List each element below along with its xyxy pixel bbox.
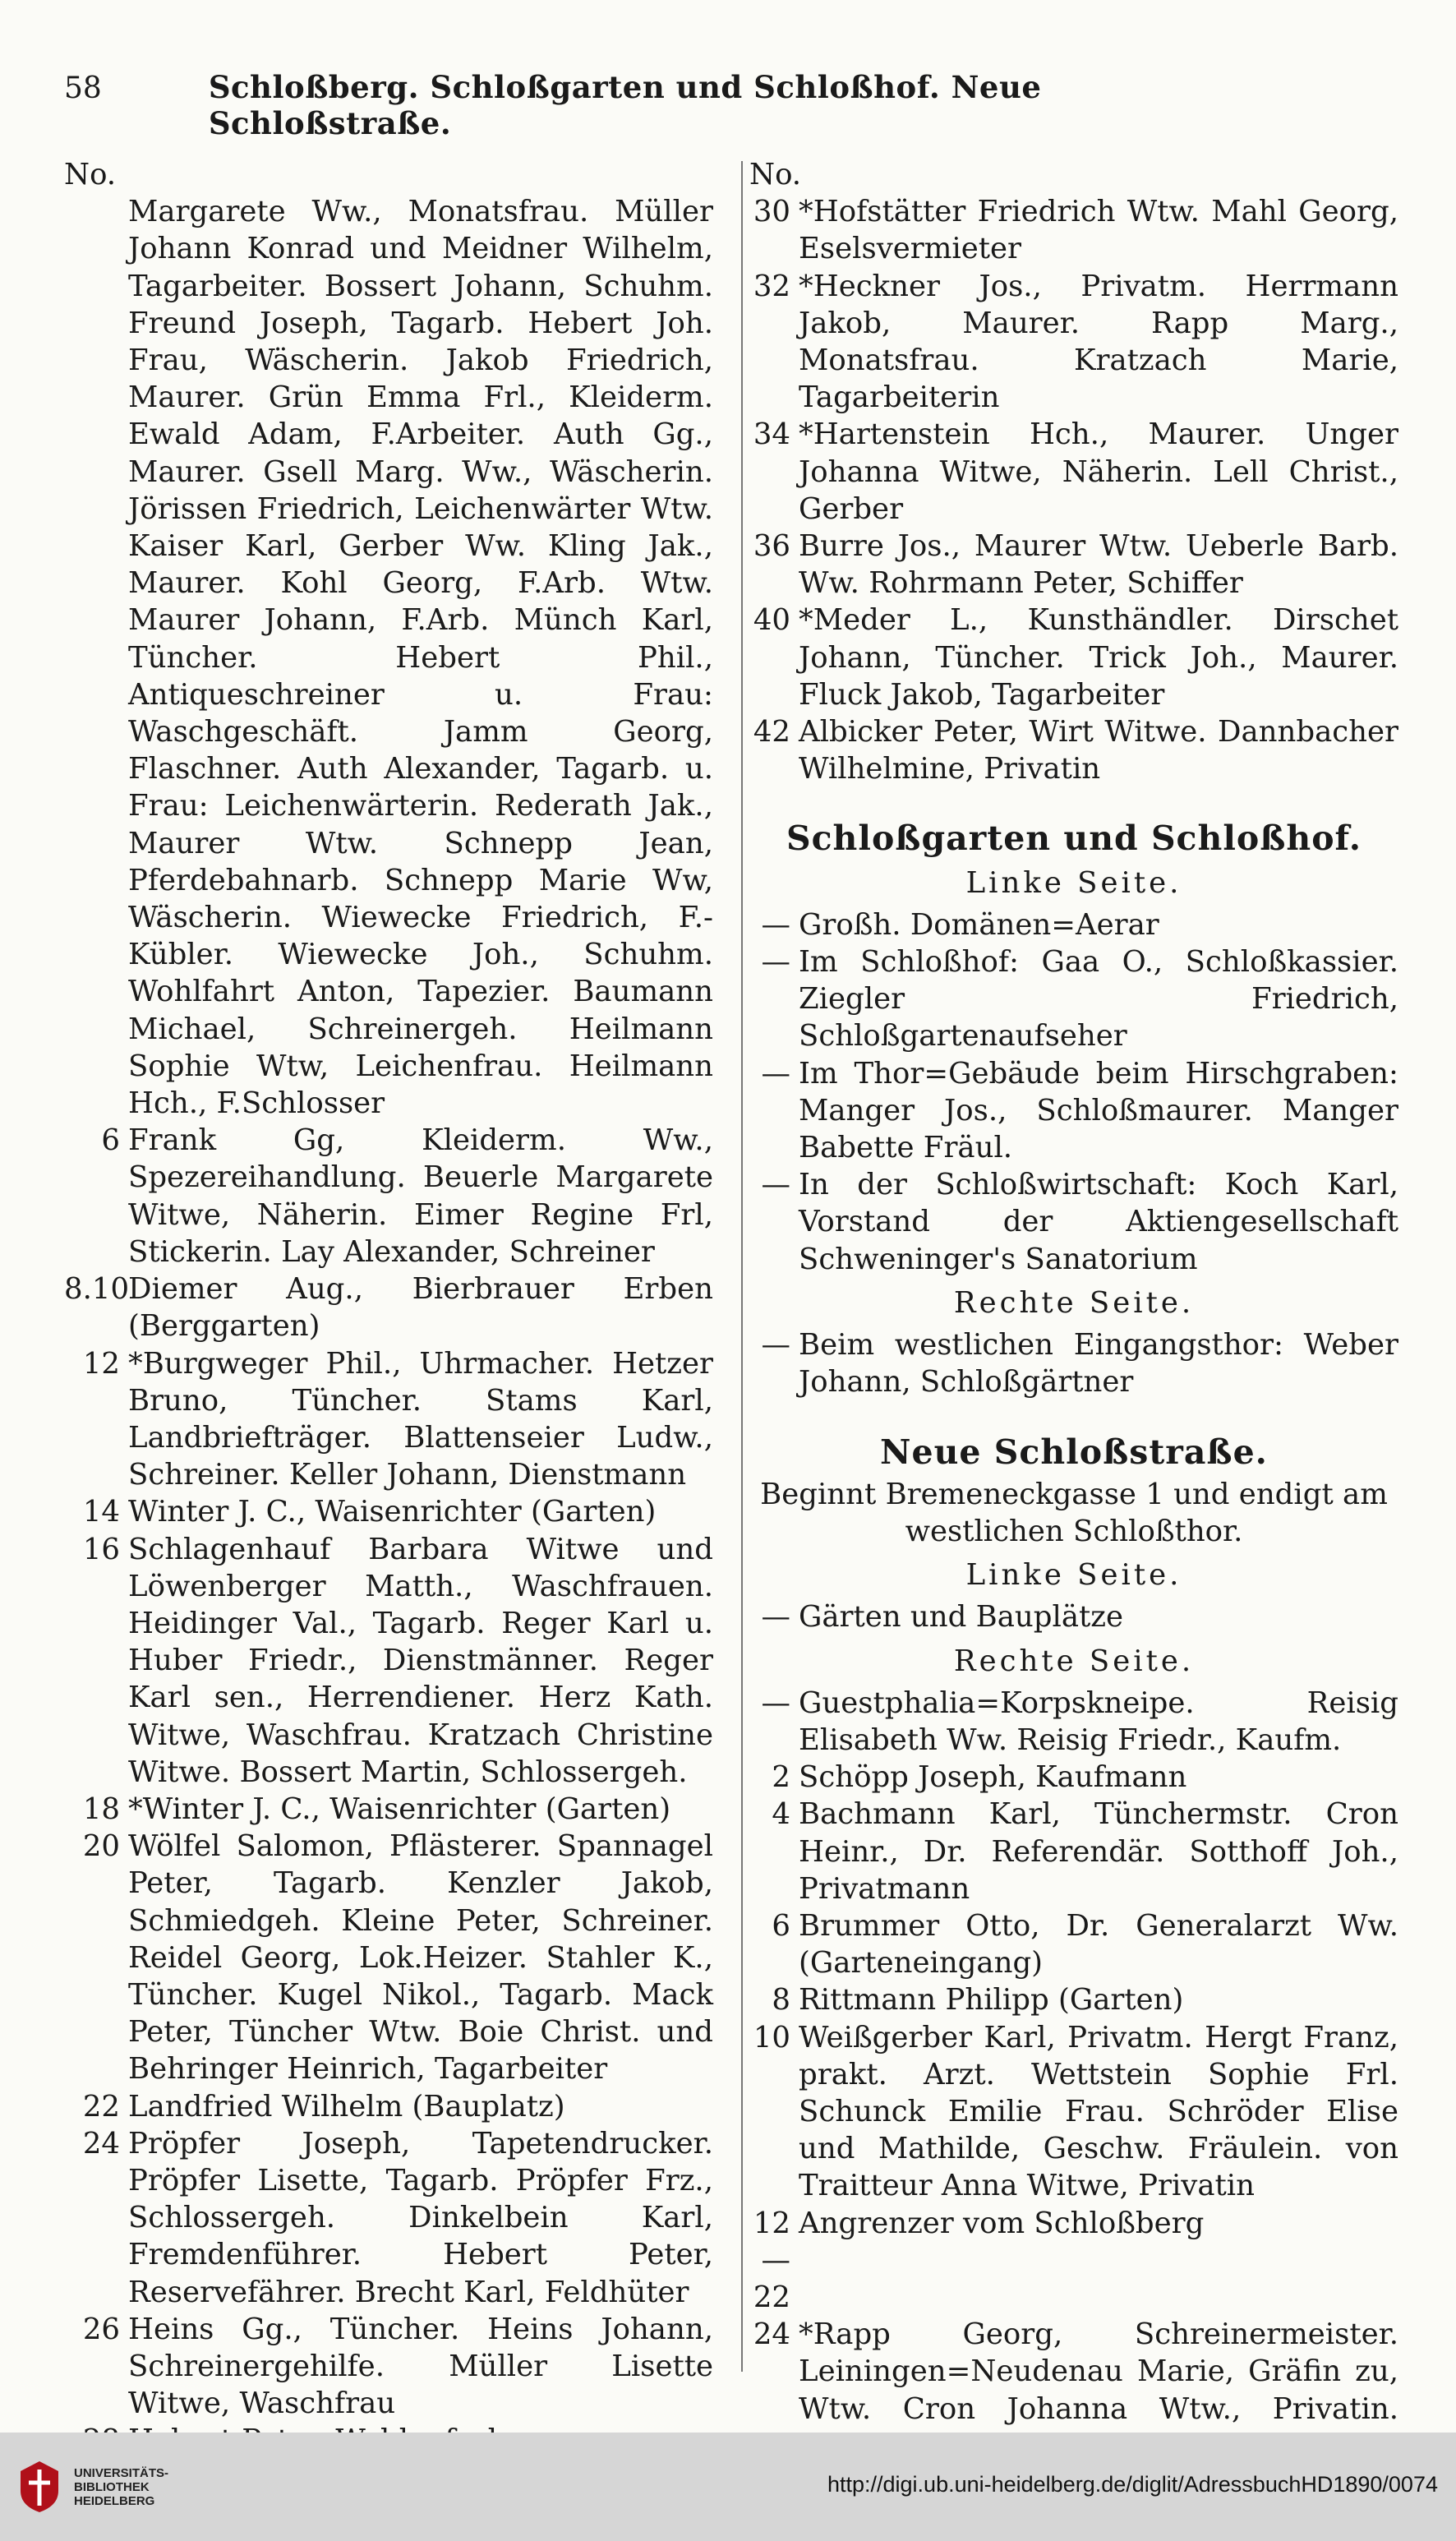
house-number: —	[761, 1168, 790, 1202]
directory-entry	[64, 1828, 713, 2087]
resident-list: Winter J. C., Waisenrichter (Garten)	[128, 1495, 657, 1529]
resident-list: Im Thor=Gebäude beim Hirschgraben: Manger Jos., Schloßmaurer. Manger Babette Fräul.	[799, 1056, 1398, 1165]
directory-entry	[64, 1345, 713, 1494]
directory-entry	[749, 1981, 1398, 2018]
running-title: Schloßberg. Schloßgarten und Schloßhof. Neue Schloßstraße.	[208, 69, 1042, 141]
resident-list: Großh. Domänen=Aerar	[799, 907, 1159, 942]
house-number: —	[761, 1056, 790, 1091]
resident-list: Gärten und Bauplätze	[799, 1600, 1123, 1635]
page-number: 58	[64, 71, 102, 105]
left-column	[64, 156, 713, 2460]
resident-list: Pröpfer Joseph, Tapetendrucker. Pröpfer Lisette, Tagarb. Pröpfer Frz., Schlossergeh. Dinkelbein Karl, Fremdenführer. Hebert Peter, Reservefährer. Brecht Karl, Feldhüter	[128, 2126, 713, 2309]
resident-list: *Burgweger Phil., Uhrmacher. Hetzer Bruno, Tüncher. Stams Karl, Landbriefträger. Blattenseier Ludw., Schreiner. Keller Johann, Dienstmann	[128, 1346, 713, 1492]
library-logo	[15, 2457, 168, 2516]
resident-list: *Hartenstein Hch., Maurer. Unger Johanna Witwe, Näherin. Lell Christ., Gerber	[799, 417, 1398, 526]
right-column	[749, 156, 1398, 2465]
house-number: 30	[753, 195, 790, 229]
resident-list: Im Schloßhof: Gaa O., Schloßkassier. Ziegler Friedrich, Schloßgartenaufseher	[799, 945, 1398, 1054]
directory-entry	[64, 2088, 713, 2125]
resident-list: Burre Jos., Maurer Wtw. Ueberle Barb. Ww. Rohrmann Peter, Schiffer	[799, 529, 1398, 601]
house-number: 2	[772, 1760, 790, 1795]
section-title: Schloßgarten und Schloßhof.	[786, 819, 1362, 859]
directory-entry	[749, 906, 1398, 943]
directory-entry	[64, 193, 713, 1122]
house-number: 10	[753, 2020, 790, 2054]
house-number: 18	[82, 1792, 120, 1826]
directory-entry	[64, 1493, 713, 1530]
house-number: 20	[82, 1829, 120, 1864]
directory-entry	[749, 193, 1398, 267]
house-number: 26	[82, 2312, 120, 2346]
resident-list: Brummer Otto, Dr. Generalarzt Ww. (Garteneingang)	[799, 1908, 1398, 1981]
directory-entry	[749, 1326, 1398, 1400]
directory-entry	[749, 2205, 1398, 2317]
no-label: No.	[64, 158, 117, 191]
directory-entry	[64, 1791, 713, 1828]
resident-list: Margarete Ww., Monatsfrau. Müller Johann Konrad und Meidner Wilhelm, Tagarbeiter. Bossert Johann, Schuhm. Freund Joseph, Tagarb. Hebert Joh. Frau, Wäscherin. Jakob Friedrich, Maurer. Grün Emma Frl., Kleiderm. Ewald Adam, F.Arbeiter. Auth Gg., Maurer. Gsell Marg. Ww., Wäscherin. Jörissen Friedrich, Leichenwärter Wtw. Kaiser Karl, Gerber Ww. Kling Jak., Maurer. Kohl Georg, F.Arb. Wtw. Maurer Johann, F.Arb. Münch Karl, Tüncher. Hebert Phil., Antiqueschreiner u. Frau: Waschgeschäft. Jamm Georg, Flaschner. Auth Alexander, Tagarb. u. Frau: Leichenwärterin. Rederath Jak., Maurer Wtw. Schnepp Jean, Pferdebahnarb. Schnepp Marie Ww, Wäscherin. Wiewecke Friedrich, F.-Kübler. Wiewecke Joh., Schuhm. Wohlfahrt Anton, Tapezier. Baumann Michael, Schreinergeh. Heilmann Sophie Wtw, Leichenfrau. Heilmann Hch., F.Schlosser	[128, 195, 713, 1121]
resident-list: *Meder L., Kunsthändler. Dirschet Johann, Tüncher. Trick Joh., Maurer. Fluck Jakob, Tagarbeiter	[799, 603, 1398, 712]
directory-entry	[749, 2019, 1398, 2205]
house-number: —	[761, 945, 790, 980]
house-number: —	[761, 907, 790, 942]
resident-list: Wölfel Salomon, Pflästerer. Spannagel Peter, Tagarb. Kenzler Jakob, Schmiedgeh. Kleine Peter, Schreiner. Reidel Georg, Lok.Heizer. Stahler K., Tüncher. Kugel Nikol., Tagarb. Mack Peter, Tüncher Wtw. Boie Christ. und Behringer Heinrich, Tagarbeiter	[128, 1829, 713, 2087]
library-seal-icon	[15, 2457, 64, 2516]
resident-list: *Hofstätter Friedrich Wtw. Mahl Georg, Eselsvermieter	[799, 195, 1398, 266]
resident-list: *Rapp Georg, Schreinermeister. Leiningen=Neudenau Marie, Gräfin zu, Wtw. Cron Johanna Wtw., Privatin.	[799, 2317, 1398, 2426]
resident-list: Frank Gg, Kleiderm. Ww., Spezereihandlung. Beuerle Margarete Witwe, Näherin. Eimer Regine Frl, Stickerin. Lay Alexander, Schreiner	[128, 1123, 713, 1269]
resident-list: Heins Gg., Tüncher. Heins Johann, Schreinergehilfe. Müller Lisette Witwe, Waschfrau	[128, 2312, 713, 2421]
house-number: 4	[772, 1797, 790, 1832]
directory-entry	[749, 1907, 1398, 1981]
right-entry-list	[749, 193, 1398, 787]
side-heading: Linke Seite.	[965, 1558, 1182, 1593]
directory-entry	[749, 943, 1398, 1055]
house-number: 32	[753, 269, 790, 303]
section-title: Neue Schloßstraße.	[880, 1432, 1268, 1472]
directory-entry	[64, 2311, 713, 2423]
side-heading: Rechte Seite.	[953, 1644, 1195, 1678]
directory-entry	[64, 1270, 713, 1344]
resident-list: In der Schloßwirtschaft: Koch Karl, Vorstand der Aktiengesellschaft Schweninger's Sanatorium	[799, 1168, 1398, 1276]
house-number: 12—22	[753, 2206, 790, 2314]
resident-list: Diemer Aug., Bierbrauer Erben (Berggarten)	[128, 1272, 713, 1344]
house-number: 12	[82, 1346, 120, 1381]
house-number: 14	[82, 1495, 120, 1529]
resident-list: Albicker Peter, Wirt Witwe. Dannbacher Wilhelmine, Privatin	[799, 715, 1398, 786]
directory-entry	[749, 268, 1398, 417]
house-number: 24	[753, 2317, 790, 2352]
house-number: 8.10	[64, 1272, 130, 1307]
side-heading: Linke Seite.	[965, 865, 1182, 900]
resident-list: Landfried Wilhelm (Bauplatz)	[128, 2089, 565, 2124]
resident-list: Bachmann Karl, Tünchermstr. Cron Heinr., Dr. Referendär. Sotthoff Joh., Privatmann	[799, 1797, 1398, 1906]
no-label: No.	[749, 158, 802, 191]
side-heading: Rechte Seite.	[953, 1285, 1195, 1320]
section-entry-list	[749, 1598, 1398, 1635]
house-number: 16	[82, 1532, 120, 1566]
house-number: 8	[772, 1983, 790, 2018]
resident-list: Guestphalia=Korpskneipe. Reisig Elisabeth Ww. Reisig Friedr., Kaufm.	[799, 1686, 1398, 1757]
directory-entry	[749, 1055, 1398, 1167]
directory-entry	[749, 713, 1398, 787]
house-number: —	[761, 1600, 790, 1635]
library-name: UNIVERSITÄTS- BIBLIOTHEK HEIDELBERG	[74, 2465, 169, 2508]
directory-entry	[64, 1122, 713, 1270]
directory-entry	[749, 1759, 1398, 1796]
section-entry-list	[749, 1326, 1398, 1400]
resident-list: *Winter J. C., Waisenrichter (Garten)	[128, 1792, 671, 1826]
house-number: 34	[753, 417, 790, 452]
directory-entry	[64, 1531, 713, 1791]
resident-list: Weißgerber Karl, Privatm. Hergt Franz, prakt. Arzt. Wettstein Sophie Frl. Schunck Emilie Frau. Schröder Elise und Mathilde, Geschw. Fräulein. von Traitteur Anna Witwe, Privatin	[799, 2020, 1398, 2203]
directory-entry	[64, 2125, 713, 2311]
house-number: 6	[101, 1123, 120, 1158]
resident-list: Schöpp Joseph, Kaufmann	[799, 1760, 1187, 1795]
section-entry-list	[749, 1685, 1398, 2465]
resident-list: Angrenzer vom Schloßberg	[799, 2206, 1205, 2240]
house-number: —	[761, 1328, 790, 1363]
source-url-link[interactable]: http://digi.ub.uni-heidelberg.de/diglit/AdressbuchHD1890/0074	[827, 2472, 1438, 2497]
house-number: 42	[753, 715, 790, 749]
house-number: 40	[753, 603, 790, 638]
directory-entry	[749, 602, 1398, 713]
directory-entry	[749, 1685, 1398, 1759]
house-number: 6	[772, 1908, 790, 1943]
page-header	[64, 69, 1247, 141]
directory-entry	[749, 1598, 1398, 1635]
house-number: 22	[82, 2089, 120, 2124]
house-number: —	[761, 1686, 790, 1720]
directory-entry	[749, 528, 1398, 602]
resident-list: Schlagenhauf Barbara Witwe und Löwenberger Matth., Waschfrauen. Heidinger Val., Tagarb. Reger Karl u. Huber Friedr., Dienstmänner. Reger Karl sen., Herrendiener. Herz Kath. Witwe, Waschfrau. Kratzach Christine Witwe. Bossert Martin, Schlossergeh.	[128, 1532, 713, 1789]
directory-entry	[749, 1166, 1398, 1278]
section-entry-list	[749, 906, 1398, 1278]
directory-entry	[749, 416, 1398, 528]
resident-list: Rittmann Philipp (Garten)	[799, 1983, 1184, 2018]
resident-list: *Heckner Jos., Privatm. Herrmann Jakob, Maurer. Rapp Marg., Monatsfrau. Kratzach Marie, Tagarbeiterin	[799, 269, 1398, 415]
resident-list: Beim westlichen Eingangsthor: Weber Johann, Schloßgärtner	[799, 1328, 1398, 1400]
section-intro: Beginnt Bremeneckgasse 1 und endigt am westlichen Schloßthor.	[760, 1477, 1388, 1548]
viewer-footer	[0, 2433, 1456, 2541]
house-number: 24	[82, 2126, 120, 2161]
column-divider	[741, 161, 743, 2372]
house-number: 36	[753, 529, 790, 564]
left-entry-list	[64, 193, 713, 2459]
directory-entry	[749, 1796, 1398, 1907]
